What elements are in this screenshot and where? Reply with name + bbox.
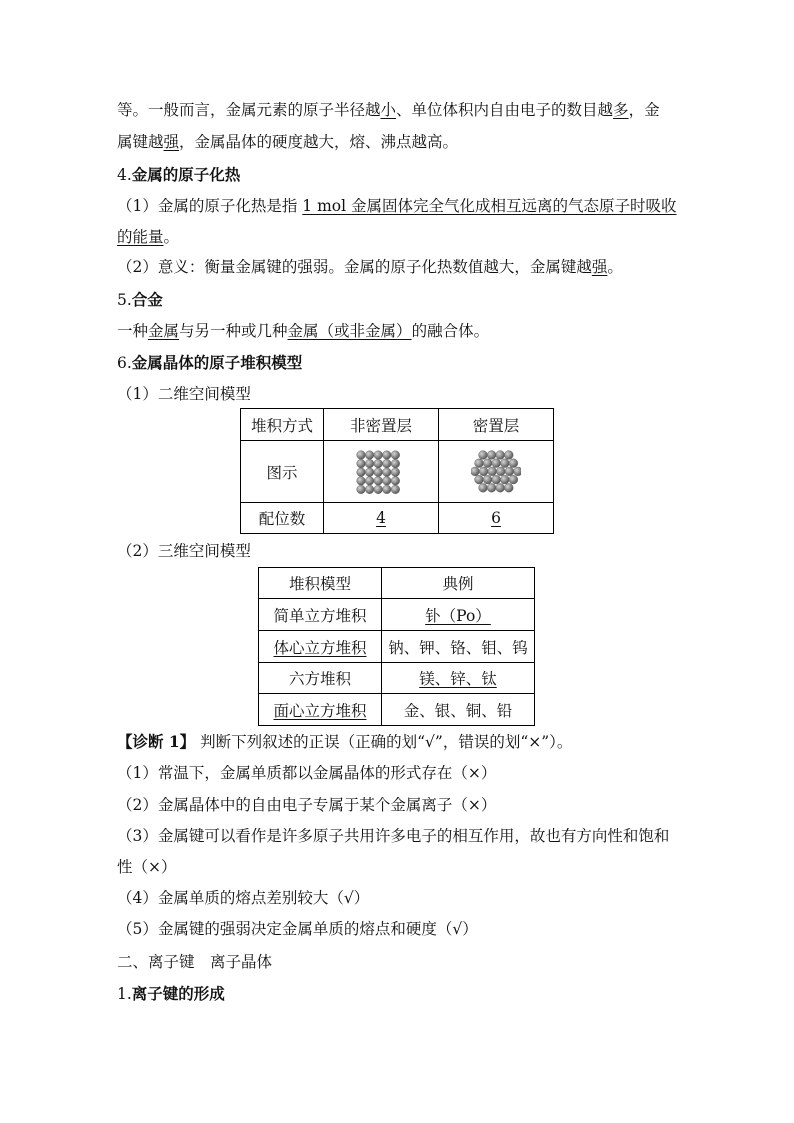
atom-sphere <box>391 476 400 485</box>
atom-sphere <box>479 450 488 459</box>
example-text: 钠、钾、铬、钼、钨 <box>388 638 528 657</box>
model-name: 六方堆积 <box>288 670 351 688</box>
atom-sphere <box>509 475 518 484</box>
atom-sphere <box>374 467 383 476</box>
atom-sphere <box>492 458 501 467</box>
atom-sphere <box>496 450 505 459</box>
model-name: 简单立方堆积 <box>273 606 367 625</box>
answer-underline: 金属 <box>148 322 180 340</box>
text-segment: （2）意义：衡量金属键的强弱。金属的原子化热数值越大，金属键越 <box>117 258 592 276</box>
hexagonal-packing-image <box>471 450 521 494</box>
section-4-p1 <box>117 195 677 217</box>
example-text: 钋（Po） <box>425 606 491 625</box>
heading-number: 4. <box>117 166 132 184</box>
example-text: 金、银、铜、铅 <box>403 701 513 720</box>
atom-sphere <box>479 483 488 492</box>
example-cell <box>382 599 535 631</box>
answer-underline: 强 <box>591 258 608 276</box>
text-segment: ，金 <box>628 101 660 119</box>
atom-sphere <box>391 450 400 459</box>
heading-number: 6. <box>117 354 132 372</box>
atom-sphere <box>365 476 374 485</box>
model-cell <box>259 694 382 726</box>
part-2-title: 二、离子键 离子晶体 <box>117 953 273 971</box>
example-text: 镁、锌、钛 <box>419 670 497 688</box>
atom-sphere <box>383 450 392 459</box>
atom-sphere <box>374 450 383 459</box>
atom-sphere <box>496 467 505 476</box>
text-segment: 。 <box>163 228 180 246</box>
text-segment: 属键越 <box>117 133 164 151</box>
diagnosis-item: （2）金属晶体中的自由电子专属于某个金属离子（×） <box>117 796 497 814</box>
coordination-value-cell <box>439 503 554 534</box>
section-4-p1-cont <box>117 226 179 248</box>
diagnosis-tag: 【诊断 1】 <box>117 732 196 751</box>
example-cell <box>382 631 535 663</box>
atom-sphere <box>383 467 392 476</box>
atom-sphere <box>471 467 479 476</box>
atom-sphere <box>492 475 501 484</box>
atom-sphere <box>509 458 518 467</box>
atom-sphere <box>475 475 484 484</box>
model-name: 体心立方堆积 <box>273 638 367 657</box>
coordination-number: 6 <box>491 509 501 527</box>
example-cell <box>382 663 535 694</box>
text-segment: 与另一种或几种 <box>179 322 288 340</box>
text-segment: （1）金属的原子化热是指 <box>117 197 303 215</box>
model-cell <box>259 631 382 663</box>
atom-sphere <box>500 458 509 467</box>
packing-2d-table <box>240 408 554 534</box>
table-header: 堆积模型 <box>259 568 382 599</box>
diagnosis-item-cont: 性（×） <box>117 858 177 876</box>
atom-sphere <box>357 459 366 468</box>
atom-sphere <box>483 475 492 484</box>
model-cell <box>259 663 382 694</box>
atom-sphere <box>504 450 513 459</box>
section-6-sub2: （2）三维空间模型 <box>117 542 251 560</box>
answer-underline: 强 <box>163 133 180 151</box>
coordination-number: 4 <box>376 509 386 527</box>
answer-underline: 金属（或非金属） <box>287 322 412 340</box>
atom-sphere <box>374 476 383 485</box>
atom-sphere <box>479 467 488 476</box>
section-6-heading <box>117 352 302 374</box>
table-header: 密置层 <box>439 409 554 441</box>
paragraph-line-2 <box>117 131 458 153</box>
atom-sphere <box>475 458 484 467</box>
atom-sphere <box>357 450 366 459</box>
atom-sphere <box>383 485 392 494</box>
answer-underline: 1 mol 金属固体完全气化成相互远离的气态原子时吸收 <box>302 197 677 215</box>
diagnosis-item: （1）常温下，金属单质都以金属晶体的形式存在（×） <box>117 764 497 782</box>
diagnosis-item: （4）金属单质的熔点差别较大（√） <box>117 889 370 907</box>
atom-sphere <box>374 485 383 494</box>
section-5-text <box>117 320 489 342</box>
example-cell <box>382 694 535 726</box>
text-segment: 。 <box>607 258 623 276</box>
section-5-heading <box>117 289 163 311</box>
text-segment: 一种 <box>117 322 149 340</box>
diagnosis-intro: 【诊断 1】 判断下列叙述的正误（正确的划“√”，错误的划“×”）。 <box>117 732 573 751</box>
paragraph-line-1 <box>117 99 660 121</box>
part-2-subheading: 1.离子键的形成 <box>117 984 225 1003</box>
atom-sphere <box>374 459 383 468</box>
row-label-image: 图示 <box>241 441 324 503</box>
section-4-heading <box>117 164 240 186</box>
atom-sphere <box>391 485 400 494</box>
answer-underline: 的能量 <box>117 228 164 246</box>
atom-sphere <box>357 485 366 494</box>
atom-sphere <box>357 476 366 485</box>
atom-sphere <box>365 485 374 494</box>
answer-underline: 多 <box>613 101 629 119</box>
atom-sphere <box>488 467 497 476</box>
table-header: 堆积方式 <box>241 409 324 441</box>
text-segment: 等。一般而言，金属元素的原子半径越 <box>117 101 381 119</box>
answer-underline: 小 <box>380 101 397 119</box>
atom-sphere <box>487 483 496 492</box>
atom-sphere <box>487 450 496 459</box>
atom-sphere <box>383 459 392 468</box>
row-label-coordination: 配位数 <box>241 503 324 534</box>
text-segment: 、单位体积内自由电子的数目越 <box>396 101 614 119</box>
model-cell <box>259 599 382 631</box>
atom-sphere <box>504 483 513 492</box>
packing-3d-table <box>258 567 535 726</box>
atom-sphere <box>391 467 400 476</box>
atom-sphere <box>496 483 505 492</box>
section-6-sub1: （1）二维空间模型 <box>117 385 251 403</box>
atom-sphere <box>357 467 366 476</box>
diagnosis-item: （5）金属键的强弱决定金属单质的熔点和硬度（√） <box>117 920 478 938</box>
text-segment: 的融合体。 <box>411 322 490 340</box>
heading-text: 金属的原子化热 <box>131 165 241 184</box>
atom-sphere <box>383 476 392 485</box>
heading-number: 5. <box>117 291 132 309</box>
atom-sphere <box>505 467 514 476</box>
atom-sphere <box>514 467 521 476</box>
atom-sphere <box>365 459 374 468</box>
diagnosis-item: （3）金属键可以看作是许多原子共用许多电子的相互作用，故也有方向性和饱和 <box>117 827 670 845</box>
model-name: 面心立方堆积 <box>273 701 367 720</box>
coordination-value-cell <box>324 503 439 534</box>
text-segment: ，金属晶体的硬度越大，熔、沸点越高。 <box>179 133 459 151</box>
close-packed-layer-figure <box>439 441 554 503</box>
table-header: 典例 <box>382 568 535 599</box>
square-packing-image <box>356 450 406 494</box>
atom-sphere <box>365 467 374 476</box>
table-header: 非密置层 <box>324 409 439 441</box>
atom-sphere <box>483 458 492 467</box>
heading-text: 金属晶体的原子堆积模型 <box>131 353 303 372</box>
heading-text: 合金 <box>131 290 163 309</box>
atom-sphere <box>365 450 374 459</box>
non-close-packed-layer-figure <box>324 441 439 503</box>
atom-sphere <box>391 459 400 468</box>
section-4-p2 <box>117 256 623 278</box>
atom-sphere <box>500 475 509 484</box>
